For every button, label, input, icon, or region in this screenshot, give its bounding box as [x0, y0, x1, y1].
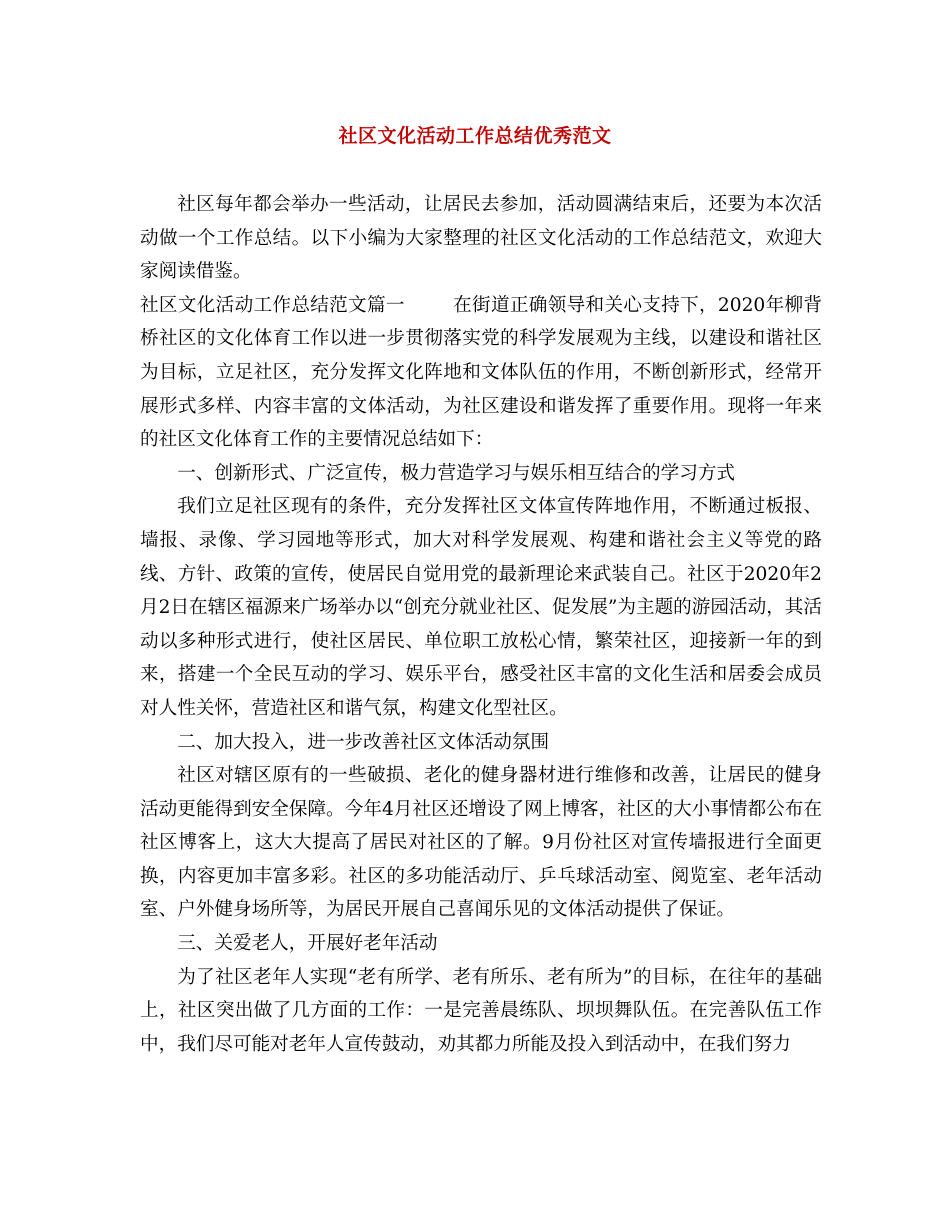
- heading-2: 二、加大投入，进一步改善社区文体活动氛围: [177, 731, 550, 753]
- heading-3: 三、关爱老人，开展好老年活动: [177, 933, 438, 955]
- heading-1: 一、创新形式、广泛宣传，极力营造学习与娱乐相互结合的学习方式: [177, 462, 736, 484]
- document-title: 社区文化活动工作总结优秀范文: [338, 125, 612, 147]
- section-heading: 社区文化活动工作总结范文篇一: [140, 294, 405, 316]
- intro-paragraph: 社区每年都会举办一些活动，让居民去参加，活动圆满结束后，还要为本次活动做一个工作总结。以下小编为大家整理的社区文化活动的工作总结范文，欢迎大家阅读借鉴。: [140, 194, 822, 283]
- paragraph-3: 为了社区老年人实现“老有所学、老有所乐、老有所为”的目标，在往年的基础上，社区突出做了几方面的工作：一是完善晨练队、坝坝舞队伍。在完善队伍工作中，我们尽可能对老年人宣传鼓动，劝其都力所能及投入到活动中，在我们努力: [140, 966, 822, 1055]
- opening-paragraph: [140, 289, 822, 457]
- opening-text: 在街道正确领导和关心支持下，2020年柳背桥社区的文化体育工作以进一步贯彻落实党的科学发展观为主线，以建设和谐社区为目标，立足社区，充分发挥文化阵地和文体队伍的作用，不断创新形式，经常开展形式多样、内容丰富的文体活动，为社区建设和谐发挥了重要作用。现将一年来的社区文化体育工作的主要情况总结如下：: [140, 294, 822, 451]
- paragraph-2: 社区对辖区原有的一些破损、老化的健身器材进行维修和改善，让居民的健身活动更能得到安全保障。今年4月社区还增设了网上博客，社区的大小事情都公布在社区博客上，这大大提高了居民对社区的了解。9月份社区对宣传墙报进行全面更换，内容更加丰富多彩。社区的多功能活动厅、乒乓球活动室、阅览室、老年活动室、户外健身场所等，为居民开展自己喜闻乐见的文体活动提供了保证。: [140, 765, 822, 921]
- paragraph-1: 我们立足社区现有的条件，充分发挥社区文体宣传阵地作用，不断通过板报、墙报、录像、学习园地等形式，加大对科学发展观、构建和谐社会主义等党的路线、方针、政策的宣传，使居民自觉用党的最新理论来武装自己。社区于2020年2月2日在辖区福源来广场举办以“创充分就业社区、促发展”为主题的游园活动，其活动以多种形式进行，使社区居民、单位职工放松心情，繁荣社区，迎接新一年的到来，搭建一个全民互动的学习、娱乐平台，感受社区丰富的文化生活和居委会成员对人性关怀，营造社区和谐气氛，构建文化型社区。: [140, 496, 822, 719]
- document-body: [140, 188, 822, 1061]
